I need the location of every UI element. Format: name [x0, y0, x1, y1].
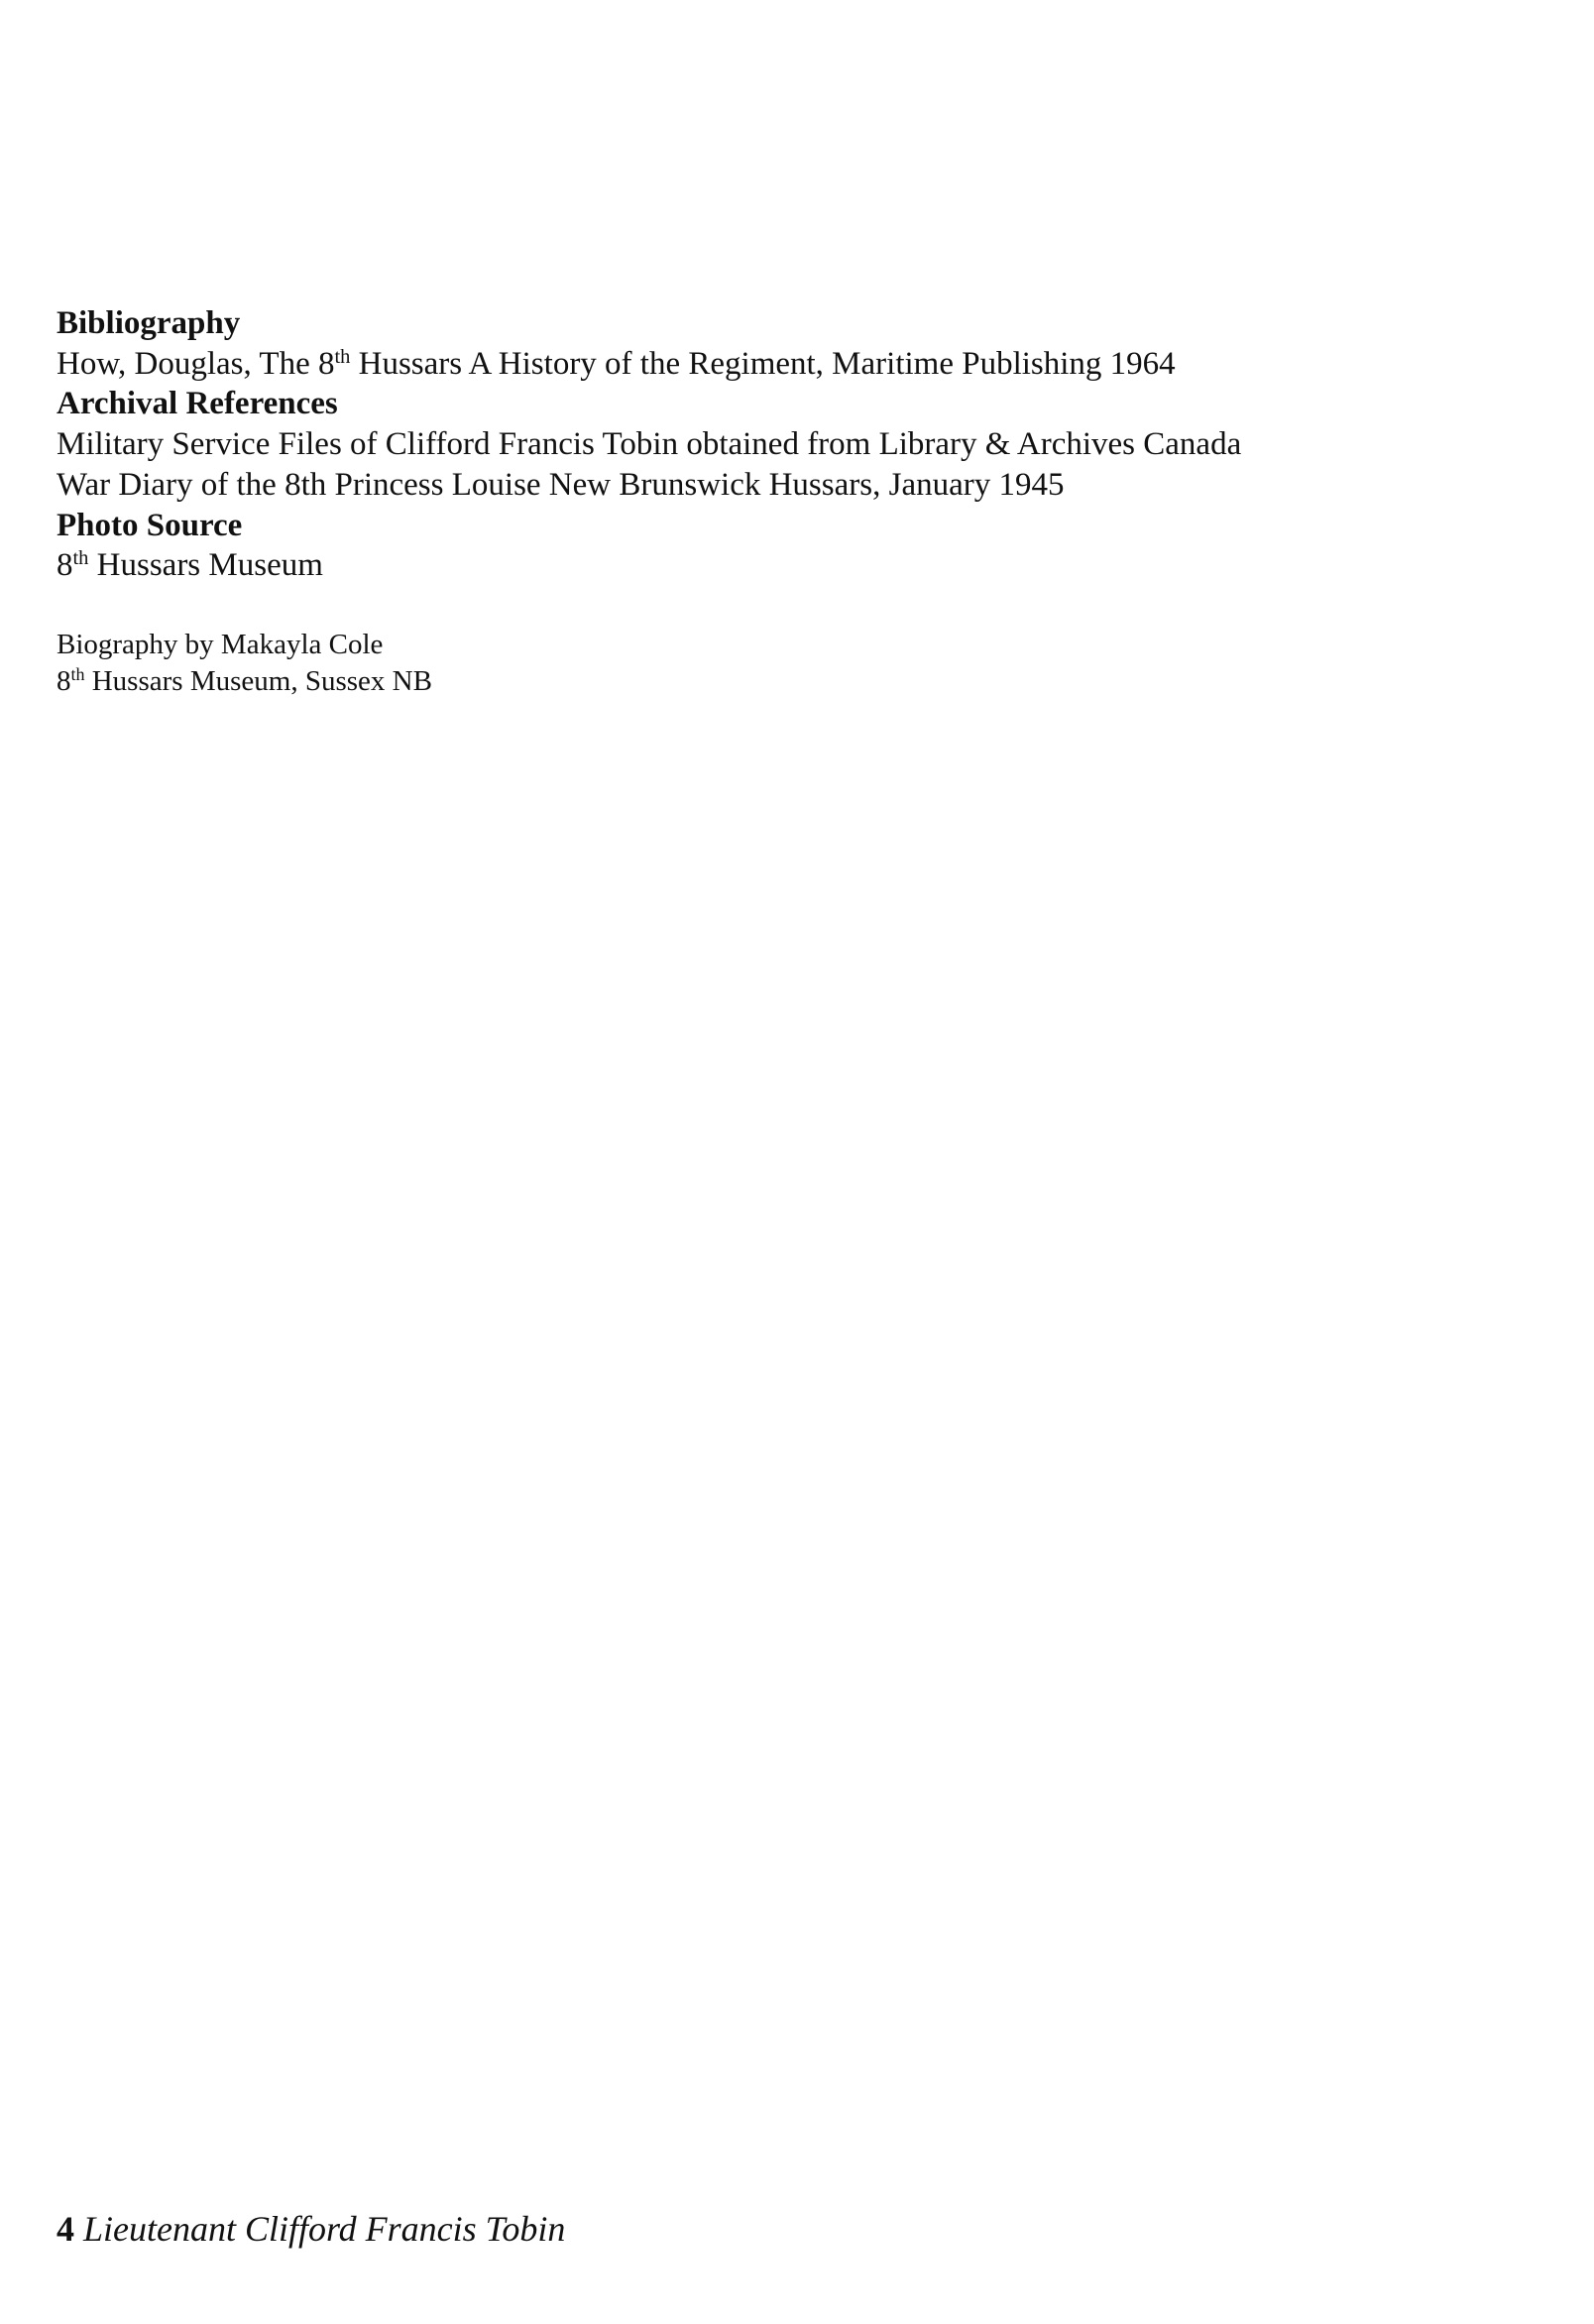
- bibliography-entry-text-rest: Hussars A History of the Regiment, Maritime Publishing 1964: [350, 345, 1176, 382]
- page-footer: [57, 2207, 565, 2251]
- credits-block: [57, 627, 1524, 701]
- archival-entry: War Diary of the 8th Princess Louise New Brunswick Hussars, January 1945: [57, 466, 1065, 503]
- archival-references-heading: Archival References: [57, 386, 338, 422]
- photo-source-text-rest: Hussars Museum: [88, 547, 323, 584]
- organization-text: 8: [57, 665, 71, 698]
- ordinal-suffix: th: [72, 546, 89, 569]
- running-title: Lieutenant Clifford Francis Tobin: [83, 2209, 566, 2249]
- photo-source-heading: Photo Source: [57, 507, 243, 543]
- bibliography-entry: [57, 344, 1524, 385]
- page-number: 4: [57, 2209, 74, 2249]
- bibliography-entry-text: How, Douglas, The 8: [57, 345, 335, 382]
- organization-text-rest: Hussars Museum, Sussex NB: [84, 665, 432, 698]
- references-block: [57, 303, 1524, 701]
- organization-credit: [57, 663, 1524, 701]
- archival-entry: Military Service Files of Clifford Francis Tobin obtained from Library & Archives Canada: [57, 426, 1242, 463]
- photo-source-text: 8: [57, 547, 73, 584]
- author-credit: Biography by Makayla Cole: [57, 628, 384, 660]
- ordinal-suffix: th: [334, 345, 351, 368]
- bibliography-heading: Bibliography: [57, 305, 241, 341]
- ordinal-suffix: th: [70, 664, 85, 685]
- photo-source-entry: [57, 545, 1524, 586]
